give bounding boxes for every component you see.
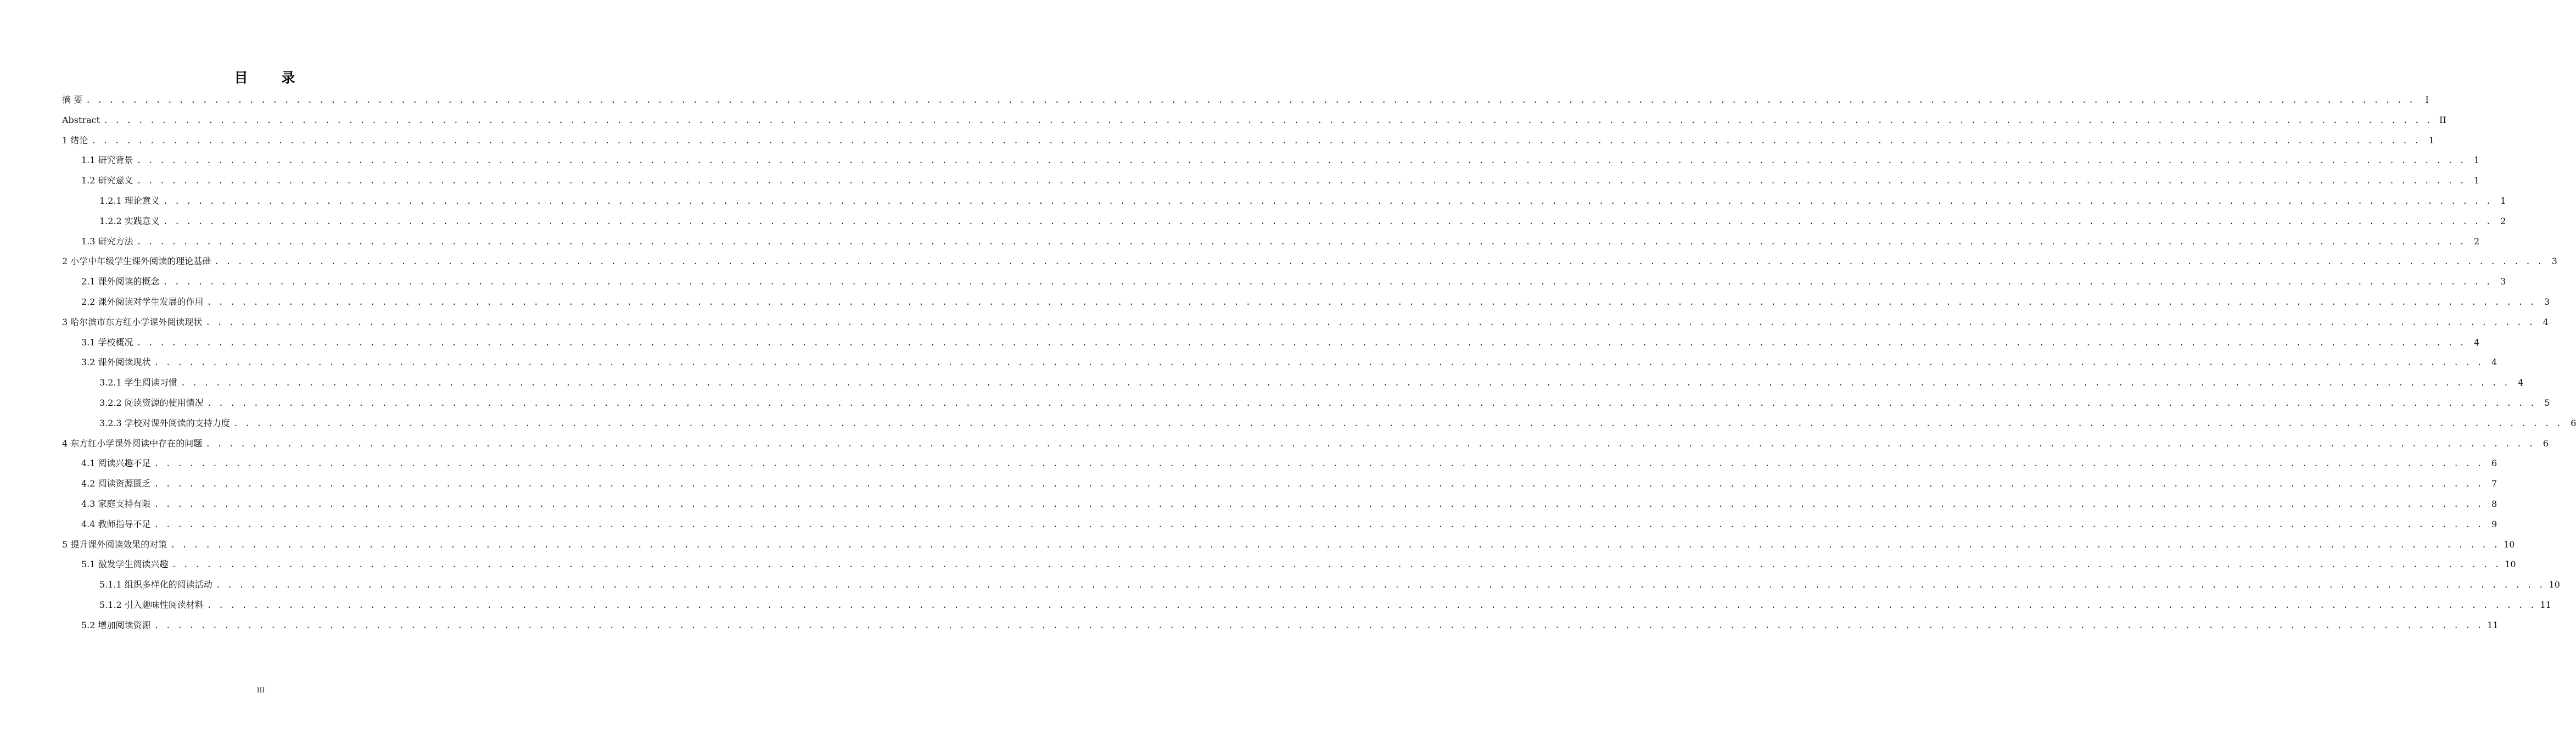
toc-entry[interactable]: [62, 436, 2549, 449]
toc-entry-page: I: [2425, 94, 2429, 105]
toc-entry-page: 10: [2549, 579, 2560, 590]
toc-entry-label: 5.2 增加阅读资源: [81, 619, 151, 630]
toc-leader-dots: . . . . . . . . . . . . . . . . . . . . . . . . . . . . . . . . . . . . . . . . . . . . . . . . . . . . . . . . . . . . . . . . . . . . . . . . . . . . . . . . . . . . . . . . . . . . . . . . . . . . . . . . . . . . . . . . . . . . . . . . . . . . . . . . . . . . . . . . . . . . . . . . . . . . . . . . . . . . . . . . . . . . . . . . . . . . . . . . . . . . . . . . . . . . . . . . . . . . . . . .: [205, 438, 2534, 449]
toc-entry-page: 10: [2505, 559, 2516, 570]
toc-entry[interactable]: [81, 476, 2497, 489]
toc-entry-label: 5.1 激发学生阅读兴趣: [81, 559, 169, 570]
toc-entry-label: 4.1 阅读兴趣不足: [81, 458, 151, 469]
toc-entry-label: 1.2 研究意义: [81, 175, 133, 186]
toc-entry-page: 11: [2540, 600, 2551, 610]
toc-leader-dots: . . . . . . . . . . . . . . . . . . . . . . . . . . . . . . . . . . . . . . . . . . . . . . . . . . . . . . . . . . . . . . . . . . . . . . . . . . . . . . . . . . . . . . . . . . . . . . . . . . . . . . . . . . . . . . . . . . . . . . . . . . . . . . . . . . . . . . . . . . . . . . . . . . . . . . . . . . . . . . . . . . . . . . . . . . . . . . . . . . . . . . . . . . . . . . . . . . . . . . . .: [136, 155, 2466, 166]
toc-entry[interactable]: [62, 113, 2446, 126]
toc-entry[interactable]: [81, 274, 2506, 287]
toc-entry[interactable]: [81, 173, 2480, 186]
toc-entry-label: 3.1 学校概况: [81, 337, 133, 348]
toc-entry-page: 1: [2428, 135, 2434, 146]
toc-entry-page: II: [2439, 114, 2446, 125]
toc-entry[interactable]: [81, 234, 2480, 247]
toc-leader-dots: . . . . . . . . . . . . . . . . . . . . . . . . . . . . . . . . . . . . . . . . . . . . . . . . . . . . . . . . . . . . . . . . . . . . . . . . . . . . . . . . . . . . . . . . . . . . . . . . . . . . . . . . . . . . . . . . . . . . . . . . . . . . . . . . . . . . . . . . . . . . . . . . . . . . . . . . . . . . . . . . . . . . . . . . . . . . . . . . . . . . . . . . . . . . . . . . . . . . . . . .: [215, 580, 2545, 590]
toc-leader-dots: . . . . . . . . . . . . . . . . . . . . . . . . . . . . . . . . . . . . . . . . . . . . . . . . . . . . . . . . . . . . . . . . . . . . . . . . . . . . . . . . . . . . . . . . . . . . . . . . . . . . . . . . . . . . . . . . . . . . . . . . . . . . . . . . . . . . . . . . . . . . . . . . . . . . . . . . . . . . . . . . . . . . . . . . . . . . . . . . . . . . . . . . . . . . . . . . . . . . . . . .: [154, 620, 2483, 630]
toc-entry-label: 5.1.1 组织多样化的阅读活动: [99, 579, 212, 590]
toc-entry-page: 8: [2491, 499, 2497, 509]
toc-leader-dots: . . . . . . . . . . . . . . . . . . . . . . . . . . . . . . . . . . . . . . . . . . . . . . . . . . . . . . . . . . . . . . . . . . . . . . . . . . . . . . . . . . . . . . . . . . . . . . . . . . . . . . . . . . . . . . . . . . . . . . . . . . . . . . . . . . . . . . . . . . . . . . . . . . . . . . . . . . . . . . . . . . . . . . . . . . . . . . . . . . . . . . . . . . . . . . . . . . . . . . . .: [154, 519, 2483, 529]
toc-entry-page: 11: [2487, 619, 2499, 630]
toc-entry-page: 3: [2544, 297, 2550, 307]
toc-entry-page: 6: [2491, 458, 2497, 469]
toc-entry-label: 3.2 课外阅读现状: [81, 357, 151, 368]
toc-entry[interactable]: [99, 375, 2524, 388]
toc-entry-page: 2: [2474, 236, 2480, 247]
toc-leader-dots: . . . . . . . . . . . . . . . . . . . . . . . . . . . . . . . . . . . . . . . . . . . . . . . . . . . . . . . . . . . . . . . . . . . . . . . . . . . . . . . . . . . . . . . . . . . . . . . . . . . . . . . . . . . . . . . . . . . . . . . . . . . . . . . . . . . . . . . . . . . . . . . . . . . . . . . . . . . . . . . . . . . . . . . . . . . . . . . . . . . . . . . . . . . . . . . . . . . . . . . .: [206, 398, 2536, 408]
toc-entry[interactable]: [81, 618, 2499, 631]
toc-entry-label: 1.3 研究方法: [81, 236, 133, 247]
toc-entry-page: 2: [2500, 215, 2506, 226]
toc-entry-label: 1.1 研究背景: [81, 155, 133, 166]
toc-entry-label: 3.2.2 阅读资源的使用情况: [99, 398, 204, 408]
toc-leader-dots: . . . . . . . . . . . . . . . . . . . . . . . . . . . . . . . . . . . . . . . . . . . . . . . . . . . . . . . . . . . . . . . . . . . . . . . . . . . . . . . . . . . . . . . . . . . . . . . . . . . . . . . . . . . . . . . . . . . . . . . . . . . . . . . . . . . . . . . . . . . . . . . . . . . . . . . . . . . . . . . . . . . . . . . . . . . . . . . . . . . . . . . . . . . . . . . . . . . . . . . .: [136, 236, 2466, 247]
toc-entry[interactable]: [99, 193, 2506, 206]
toc-entry-label: 5.1.2 引入趣味性阅读材料: [99, 600, 204, 610]
toc-leader-dots: . . . . . . . . . . . . . . . . . . . . . . . . . . . . . . . . . . . . . . . . . . . . . . . . . . . . . . . . . . . . . . . . . . . . . . . . . . . . . . . . . . . . . . . . . . . . . . . . . . . . . . . . . . . . . . . . . . . . . . . . . . . . . . . . . . . . . . . . . . . . . . . . . . . . . . . . . . . . . . . . . . . . . . . . . . . . . . . . . . . . . . . . . . . . . . . . . . . . . . . .: [136, 337, 2466, 348]
toc-entry-page: 3: [2551, 256, 2557, 267]
toc-leader-dots: . . . . . . . . . . . . . . . . . . . . . . . . . . . . . . . . . . . . . . . . . . . . . . . . . . . . . . . . . . . . . . . . . . . . . . . . . . . . . . . . . . . . . . . . . . . . . . . . . . . . . . . . . . . . . . . . . . . . . . . . . . . . . . . . . . . . . . . . . . . . . . . . . . . . . . . . . . . . . . . . . . . . . . . . . . . . . . . . . . . . . . . . . . . . . . . . . . . . . . . .: [136, 176, 2466, 186]
toc-entry-label: 2 小学中年级学生课外阅读的理论基础: [62, 256, 211, 267]
toc-entry-label: 摘 要: [62, 94, 83, 105]
toc-leader-dots: . . . . . . . . . . . . . . . . . . . . . . . . . . . . . . . . . . . . . . . . . . . . . . . . . . . . . . . . . . . . . . . . . . . . . . . . . . . . . . . . . . . . . . . . . . . . . . . . . . . . . . . . . . . . . . . . . . . . . . . . . . . . . . . . . . . . . . . . . . . . . . . . . . . . . . . . . . . . . . . . . . . . . . . . . . . . . . . . . . . . . . . . . . . . . . . . . . . . . . . .: [170, 539, 2499, 550]
toc-entry-page: 1: [2474, 155, 2480, 166]
toc-leader-dots: . . . . . . . . . . . . . . . . . . . . . . . . . . . . . . . . . . . . . . . . . . . . . . . . . . . . . . . . . . . . . . . . . . . . . . . . . . . . . . . . . . . . . . . . . . . . . . . . . . . . . . . . . . . . . . . . . . . . . . . . . . . . . . . . . . . . . . . . . . . . . . . . . . . . . . . . . . . . . . . . . . . . . . . . . . . . . . . . . . . . . . . . . . . . . . . . . . . . . . . .: [206, 600, 2536, 610]
toc-entry[interactable]: [99, 416, 2576, 429]
toc-entry[interactable]: [99, 395, 2550, 409]
toc-entry-page: 1: [2474, 175, 2480, 186]
toc-entry-page: 5: [2544, 398, 2550, 408]
toc-entry-page: 10: [2503, 539, 2515, 550]
toc-leader-dots: . . . . . . . . . . . . . . . . . . . . . . . . . . . . . . . . . . . . . . . . . . . . . . . . . . . . . . . . . . . . . . . . . . . . . . . . . . . . . . . . . . . . . . . . . . . . . . . . . . . . . . . . . . . . . . . . . . . . . . . . . . . . . . . . . . . . . . . . . . . . . . . . . . . . . . . . . . . . . . . . . . . . . . . . . . . . . . . . . . . . . . . . . . . . . . . . . . . . . . . .: [103, 115, 2432, 125]
toc-entry-label: Abstract: [62, 114, 100, 125]
toc-entry-page: 9: [2491, 518, 2497, 529]
toc-entry-label: 1.2.1 理论意义: [99, 195, 160, 206]
toc-leader-dots: . . . . . . . . . . . . . . . . . . . . . . . . . . . . . . . . . . . . . . . . . . . . . . . . . . . . . . . . . . . . . . . . . . . . . . . . . . . . . . . . . . . . . . . . . . . . . . . . . . . . . . . . . . . . . . . . . . . . . . . . . . . . . . . . . . . . . . . . . . . . . . . . . . . . . . . . . . . . . . . . . . . . . . . . . . . . . . . . . . . . . . . . . . . . . . . . . . . . . . . .: [154, 499, 2483, 509]
toc-leader-dots: . . . . . . . . . . . . . . . . . . . . . . . . . . . . . . . . . . . . . . . . . . . . . . . . . . . . . . . . . . . . . . . . . . . . . . . . . . . . . . . . . . . . . . . . . . . . . . . . . . . . . . . . . . . . . . . . . . . . . . . . . . . . . . . . . . . . . . . . . . . . . . . . . . . . . . . . . . . . . . . . . . . . . . . . . . . . . . . . . . . . . . . . . . . . . . . . . . . . . . . .: [91, 135, 2420, 146]
toc-entry-label: 2.1 课外阅读的概念: [81, 276, 160, 287]
toc-entry[interactable]: [99, 597, 2551, 611]
toc-leader-dots: . . . . . . . . . . . . . . . . . . . . . . . . . . . . . . . . . . . . . . . . . . . . . . . . . . . . . . . . . . . . . . . . . . . . . . . . . . . . . . . . . . . . . . . . . . . . . . . . . . . . . . . . . . . . . . . . . . . . . . . . . . . . . . . . . . . . . . . . . . . . . . . . . . . . . . . . . . . . . . . . . . . . . . . . . . . . . . . . . . . . . . . . . . . . . . . . . . . . . . . .: [206, 297, 2536, 307]
toc-entry-page: 4: [2543, 316, 2549, 327]
toc-leader-dots: . . . . . . . . . . . . . . . . . . . . . . . . . . . . . . . . . . . . . . . . . . . . . . . . . . . . . . . . . . . . . . . . . . . . . . . . . . . . . . . . . . . . . . . . . . . . . . . . . . . . . . . . . . . . . . . . . . . . . . . . . . . . . . . . . . . . . . . . . . . . . . . . . . . . . . . . . . . . . . . . . . . . . . . . . . . . . . . . . . . . . . . . . . . . . . . . . . . . . . . .: [180, 378, 2510, 388]
toc-entry[interactable]: [62, 133, 2434, 146]
toc-leader-dots: . . . . . . . . . . . . . . . . . . . . . . . . . . . . . . . . . . . . . . . . . . . . . . . . . . . . . . . . . . . . . . . . . . . . . . . . . . . . . . . . . . . . . . . . . . . . . . . . . . . . . . . . . . . . . . . . . . . . . . . . . . . . . . . . . . . . . . . . . . . . . . . . . . . . . . . . . . . . . . . . . . . . . . . . . . . . . . . . . . . . . . . . . . . . . . . . . . . . . . . .: [171, 560, 2501, 570]
toc-leader-dots: . . . . . . . . . . . . . . . . . . . . . . . . . . . . . . . . . . . . . . . . . . . . . . . . . . . . . . . . . . . . . . . . . . . . . . . . . . . . . . . . . . . . . . . . . . . . . . . . . . . . . . . . . . . . . . . . . . . . . . . . . . . . . . . . . . . . . . . . . . . . . . . . . . . . . . . . . . . . . . . . . . . . . . . . . . . . . . . . . . . . . . . . . . . . . . . . . . . . . . . .: [233, 418, 2562, 428]
toc-entry[interactable]: [99, 214, 2506, 227]
toc-entry-label: 3.2.3 学校对课外阅读的支持力度: [99, 417, 230, 428]
toc-entry[interactable]: [62, 254, 2557, 267]
toc-leader-dots: . . . . . . . . . . . . . . . . . . . . . . . . . . . . . . . . . . . . . . . . . . . . . . . . . . . . . . . . . . . . . . . . . . . . . . . . . . . . . . . . . . . . . . . . . . . . . . . . . . . . . . . . . . . . . . . . . . . . . . . . . . . . . . . . . . . . . . . . . . . . . . . . . . . . . . . . . . . . . . . . . . . . . . . . . . . . . . . . . . . . . . . . . . . . . . . . . . . . . . . .: [163, 196, 2492, 206]
toc-entry[interactable]: [81, 294, 2550, 308]
page-title: 目 录: [234, 70, 310, 86]
toc-entry[interactable]: [81, 153, 2480, 166]
toc-entry[interactable]: [81, 355, 2497, 368]
toc-leader-dots: . . . . . . . . . . . . . . . . . . . . . . . . . . . . . . . . . . . . . . . . . . . . . . . . . . . . . . . . . . . . . . . . . . . . . . . . . . . . . . . . . . . . . . . . . . . . . . . . . . . . . . . . . . . . . . . . . . . . . . . . . . . . . . . . . . . . . . . . . . . . . . . . . . . . . . . . . . . . . . . . . . . . . . . . . . . . . . . . . . . . . . . . . . . . . . . . . . . . . . . .: [86, 95, 2415, 105]
toc-leader-dots: . . . . . . . . . . . . . . . . . . . . . . . . . . . . . . . . . . . . . . . . . . . . . . . . . . . . . . . . . . . . . . . . . . . . . . . . . . . . . . . . . . . . . . . . . . . . . . . . . . . . . . . . . . . . . . . . . . . . . . . . . . . . . . . . . . . . . . . . . . . . . . . . . . . . . . . . . . . . . . . . . . . . . . . . . . . . . . . . . . . . . . . . . . . . . . . . . . . . . . . .: [163, 277, 2492, 287]
toc-entry-label: 4.3 家庭支持有限: [81, 499, 151, 509]
toc-entry-label: 4.4 教师指导不足: [81, 518, 151, 529]
toc-entry-label: 3 哈尔滨市东方红小学课外阅读现状: [62, 316, 203, 327]
toc-leader-dots: . . . . . . . . . . . . . . . . . . . . . . . . . . . . . . . . . . . . . . . . . . . . . . . . . . . . . . . . . . . . . . . . . . . . . . . . . . . . . . . . . . . . . . . . . . . . . . . . . . . . . . . . . . . . . . . . . . . . . . . . . . . . . . . . . . . . . . . . . . . . . . . . . . . . . . . . . . . . . . . . . . . . . . . . . . . . . . . . . . . . . . . . . . . . . . . . . . . . . . . .: [154, 479, 2483, 489]
toc-leader-dots: . . . . . . . . . . . . . . . . . . . . . . . . . . . . . . . . . . . . . . . . . . . . . . . . . . . . . . . . . . . . . . . . . . . . . . . . . . . . . . . . . . . . . . . . . . . . . . . . . . . . . . . . . . . . . . . . . . . . . . . . . . . . . . . . . . . . . . . . . . . . . . . . . . . . . . . . . . . . . . . . . . . . . . . . . . . . . . . . . . . . . . . . . . . . . . . . . . . . . . . .: [214, 256, 2543, 267]
toc-leader-dots: . . . . . . . . . . . . . . . . . . . . . . . . . . . . . . . . . . . . . . . . . . . . . . . . . . . . . . . . . . . . . . . . . . . . . . . . . . . . . . . . . . . . . . . . . . . . . . . . . . . . . . . . . . . . . . . . . . . . . . . . . . . . . . . . . . . . . . . . . . . . . . . . . . . . . . . . . . . . . . . . . . . . . . . . . . . . . . . . . . . . . . . . . . . . . . . . . . . . . . . .: [154, 357, 2483, 368]
toc-entry[interactable]: [81, 517, 2497, 530]
toc-entry-page: 6: [2543, 438, 2549, 449]
toc-entry[interactable]: [81, 456, 2497, 469]
toc-leader-dots: . . . . . . . . . . . . . . . . . . . . . . . . . . . . . . . . . . . . . . . . . . . . . . . . . . . . . . . . . . . . . . . . . . . . . . . . . . . . . . . . . . . . . . . . . . . . . . . . . . . . . . . . . . . . . . . . . . . . . . . . . . . . . . . . . . . . . . . . . . . . . . . . . . . . . . . . . . . . . . . . . . . . . . . . . . . . . . . . . . . . . . . . . . . . . . . . . . . . . . . .: [205, 317, 2534, 327]
toc-entry[interactable]: [81, 557, 2516, 570]
toc-entry-label: 1 绪论: [62, 135, 88, 146]
toc-entry-page: 4: [2518, 377, 2524, 388]
toc-entry[interactable]: [81, 335, 2480, 348]
toc-entry[interactable]: [62, 315, 2549, 328]
toc-entry-page: 1: [2500, 195, 2506, 206]
toc-entry-label: 2.2 课外阅读对学生发展的作用: [81, 297, 204, 307]
toc-entry[interactable]: [99, 577, 2560, 590]
toc-entry-page: 7: [2491, 478, 2497, 489]
toc-entry-label: 4.2 阅读资源匮乏: [81, 478, 151, 489]
page-number: III: [256, 686, 265, 694]
toc-leader-dots: . . . . . . . . . . . . . . . . . . . . . . . . . . . . . . . . . . . . . . . . . . . . . . . . . . . . . . . . . . . . . . . . . . . . . . . . . . . . . . . . . . . . . . . . . . . . . . . . . . . . . . . . . . . . . . . . . . . . . . . . . . . . . . . . . . . . . . . . . . . . . . . . . . . . . . . . . . . . . . . . . . . . . . . . . . . . . . . . . . . . . . . . . . . . . . . . . . . . . . . .: [154, 459, 2483, 469]
toc-entry[interactable]: [62, 537, 2515, 550]
toc-entry-page: 6: [2571, 417, 2576, 428]
toc-entry[interactable]: [62, 92, 2429, 105]
toc-entry-page: 4: [2474, 337, 2480, 348]
toc-entry-label: 5 提升课外阅读效果的对策: [62, 539, 167, 550]
toc-entry-label: 3.2.1 学生阅读习惯: [99, 377, 177, 388]
toc-entry-page: 4: [2491, 357, 2497, 368]
toc-leader-dots: . . . . . . . . . . . . . . . . . . . . . . . . . . . . . . . . . . . . . . . . . . . . . . . . . . . . . . . . . . . . . . . . . . . . . . . . . . . . . . . . . . . . . . . . . . . . . . . . . . . . . . . . . . . . . . . . . . . . . . . . . . . . . . . . . . . . . . . . . . . . . . . . . . . . . . . . . . . . . . . . . . . . . . . . . . . . . . . . . . . . . . . . . . . . . . . . . . . . . . . .: [163, 216, 2492, 226]
toc-entry-page: 3: [2500, 276, 2506, 287]
toc-entry-label: 4 东方红小学课外阅读中存在的问题: [62, 438, 203, 449]
toc-entry[interactable]: [81, 496, 2497, 510]
toc-entry-label: 1.2.2 实践意义: [99, 215, 160, 226]
